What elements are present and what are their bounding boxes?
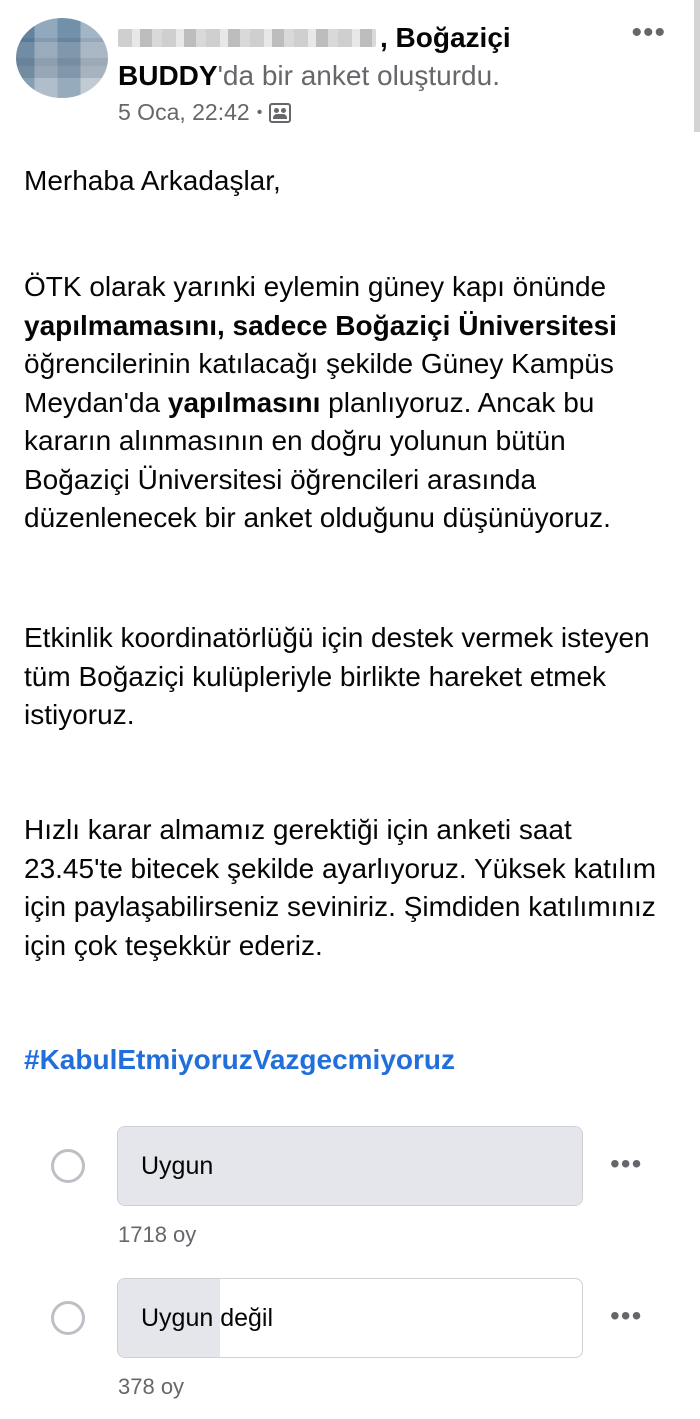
poll-option-more-icon[interactable]: ••• [610,1300,643,1331]
poll-radio-button[interactable] [51,1149,85,1183]
poll-option-votes[interactable]: 378 oy [118,1374,185,1399]
post-paragraph-4: Hızlı karar almamız gerektiği için anketi saat 23.45'te bitecek şekilde ayarlıyoruz. Yüksek katılım için paylaşabilirseniz seviniriz. Şimdiden katılımınız için çok teşekkür ederiz. [24,814,657,961]
group-name[interactable]: , Boğaziçi [380,22,511,53]
group-name-cont[interactable]: BUDDY [118,60,218,91]
poll-option-label: Uygun [141,1152,214,1180]
avatar[interactable] [16,18,108,98]
poll-option-label: Uygun değil [141,1304,274,1332]
action-text: 'da bir anket oluşturdu. [217,60,500,91]
poll-radio-button[interactable] [51,1301,85,1335]
p2-bold-d: yapılmasını [167,386,321,418]
hashtag-link[interactable]: #KabulEtmiyoruzVazgecmiyoruz [24,1044,456,1075]
p2-text-c: öğrencilerinin katılacağı şekilde Güney Kampüs Meydan'da [24,348,614,418]
post-paragraph-3: Etkinlik koordinatörlüğü için destek vermek isteyen tüm Boğaziçi kulüpleriyle birlikte hareket etmek istiyoruz. [24,622,650,730]
p2-bold-b: yapılmamasını, sadece Boğaziçi Üniversitesi [24,309,617,341]
poll-option-box[interactable] [117,1278,583,1358]
author-name-redacted[interactable] [118,29,376,47]
post-header [118,18,511,58]
more-options-icon[interactable]: ••• [631,16,666,49]
group-icon [269,103,291,123]
p2-text-a: ÖTK olarak yarınki eylemin güney kapı önünde [24,271,607,302]
poll-option-more-icon[interactable]: ••• [610,1148,643,1179]
post-meta [118,99,291,126]
p2-text-e: planlıyoruz. Ancak bu kararın alınmasının en doğru yolunun bütün Boğaziçi Üniversitesi öğrencileri arasında düzenlenecek bir anket olduğunu düşünüyoruz. [24,386,611,533]
poll-option-votes[interactable]: 1718 oy [118,1222,197,1247]
timestamp[interactable]: 5 Oca, 22:42 [118,99,250,125]
post-header-line2 [118,56,500,96]
scrollbar[interactable] [694,0,700,132]
poll-option-box[interactable] [117,1126,583,1206]
meta-separator: • [256,103,263,121]
post-paragraph-2 [24,268,674,538]
post-paragraph-1: Merhaba Arkadaşlar, [24,165,281,196]
